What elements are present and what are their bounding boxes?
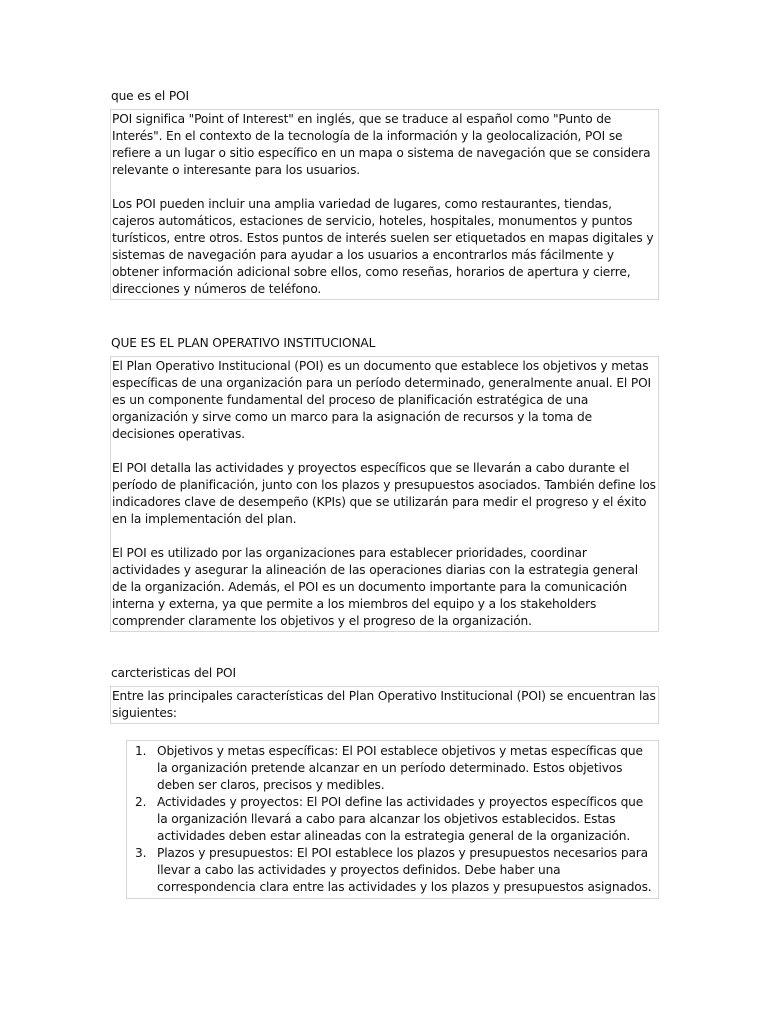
answer-box-caracteristicas [110,686,659,724]
list-item-number: 3. [135,846,147,860]
document-page [110,87,659,899]
list-item-number: 2. [135,795,147,809]
paragraph: El POI detalla las actividades y proyectos específicos que se llevarán a cabo durante el período de planificación, junto con los plazos y presupuestos asociados. También define los indicadores clave de desempeño (KPIs) que se utilizarán para medir el progreso y el éxito en la implementación del plan. [112,461,656,526]
characteristics-list-box [126,740,659,899]
list-item [127,794,656,845]
list-item [127,743,656,794]
paragraph: Los POI pueden incluir una amplia variedad de lugares, como restaurantes, tiendas, cajeros automáticos, estaciones de servicio, hoteles, hospitales, monumentos y puntos turísticos, entre otros. Estos puntos de interés suelen ser etiquetados en mapas digitales y sistemas de navegación para ayudar a los usuarios a encontrarlos más fácilmente y obtener información adicional sobre ellos, como reseñas, horarios de apertura y cierre, direcciones y números de teléfono. [112,197,654,296]
paragraph: El Plan Operativo Institucional (POI) es un documento que establece los objetivos y metas específicas de una organización para un período determinado, generalmente anual. El POI es un componente fundamental del proceso de planificación estratégica de una organización y sirve como un marco para la asignación de recursos y la toma de decisiones operativas. [112,359,651,441]
list-item-text: Actividades y proyectos: El POI define las actividades y proyectos específicos que la organización llevará a cabo para alcanzar los objetivos establecidos. Estas actividades deben estar alineadas con la estrategia general de la organización. [157,795,644,843]
characteristics-list [127,743,656,896]
list-item-text: Objetivos y metas específicas: El POI establece objetivos y metas específicas que la organización pretende alcanzar en un período determinado. Estos objetivos deben ser claros, precisos y medibles. [157,744,643,792]
spacer [110,632,659,664]
spacer [110,300,659,334]
list-item-number: 1. [135,744,147,758]
paragraph: Entre las principales características del Plan Operativo Institucional (POI) se encuentran las siguientes: [112,689,656,720]
answer-box-que-es-poi [110,109,659,300]
paragraph: POI significa "Point of Interest" en inglés, que se traduce al español como "Punto de Interés". En el contexto de la tecnología de la información y la geolocalización, POI se refiere a un lugar o sitio específico en un mapa o sistema de navegación que se considera relevante o interesante para los usuarios. [112,112,651,177]
section-heading-plan-operativo: QUE ES EL PLAN OPERATIVO INSTITUCIONAL [111,336,376,350]
paragraph: El POI es utilizado por las organizaciones para establecer prioridades, coordinar actividades y asegurar la alineación de las operaciones diarias con la estrategia general de la organización. Además, el POI es un documento importante para la comunicación interna y externa, ya que permite a los miembros del equipo y a los stakeholders comprender claramente los objetivos y el progreso de la organización. [112,546,638,628]
list-item [127,845,656,896]
section-heading-que-es-poi: que es el POI [111,89,189,103]
section-heading-caracteristicas: carcteristicas del POI [111,666,236,680]
answer-box-plan-operativo [110,356,659,632]
list-item-text: Plazos y presupuestos: El POI establece los plazos y presupuestos necesarios para llevar a cabo las actividades y proyectos definidos. Debe haber una correspondencia clara entre las actividades y los plazos y presupuestos asignados. [157,846,652,894]
